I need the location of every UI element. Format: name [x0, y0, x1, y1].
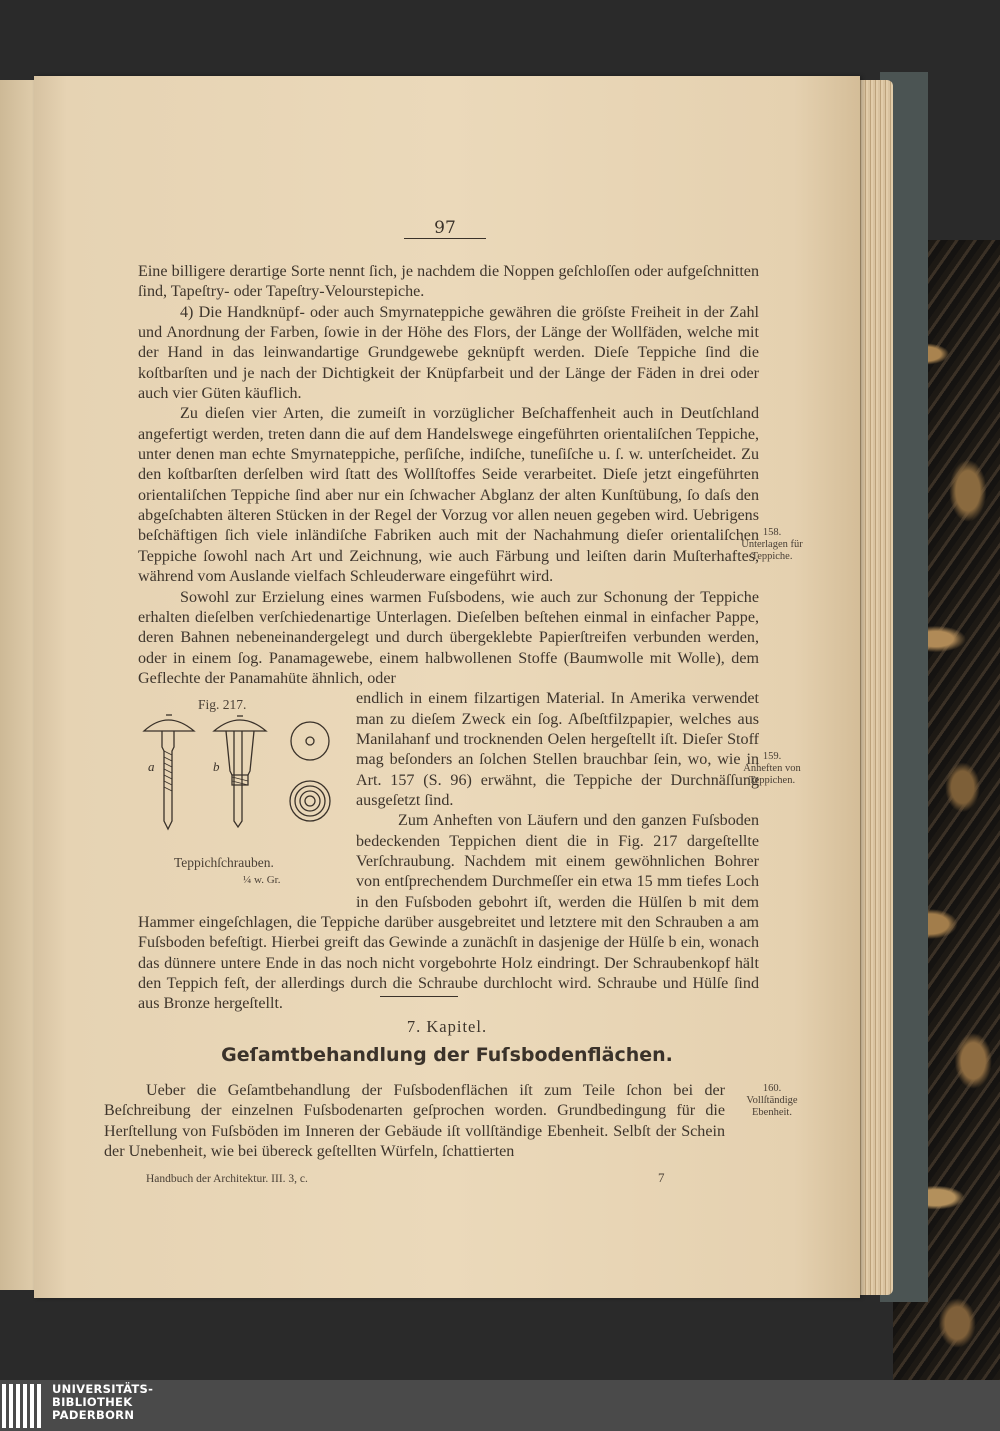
paragraph: Ueber die Geſamtbehandlung der Fuſsbodenflächen iſt zum Teile ſchon bei der Beſchreibung der einzelnen Fuſsbodenarten geſprochen worden. Grundbedingung für die Herſtellung von Fuſsböden im Inneren der Gebäude iſt vollſtändige Ebenheit. Selbſt der Schein der Unebenheit, wie bei übereck geſtellten Würfeln, ſchattierten	[104, 1082, 725, 1161]
paragraph: Zum Anheften von Läufern und den ganzen Fuſsboden bedeckenden Teppichen dient die in Fig. 217 dargeſtellte Verſchraubung. Nachdem mit einem gewöhnlichen Bohrer von entſprechendem Durchmeſſer ein etwa 15 mm tiefes Loch in den Fuſsboden gebohrt iſt, werden die Hülſen b mit dem Hammer eingeſchlagen, die Teppiche darüber ausgebreitet und letztere mit den Schrauben a am Fuſsboden befeſtigt. Hierbei greift das Gewinde a zunächſt in dasjenige der Hülſe b ein, wonach das dünnere untere Ende in das noch nicht vorgebohrte Holz eindringt. Der Schraubenkopf hält den Teppich feſt, der allerdings durch die Schraube durchlocht wird. Schraube und Hülſe ſind aus Bronze hergeſtellt.	[138, 812, 759, 1013]
part-a-label: a	[148, 759, 155, 775]
margin-note	[732, 751, 812, 787]
footer-book-title: Handbuch der Architektur. III. 3, c.	[146, 1173, 308, 1185]
figure-caption: Teppichſchrauben.	[174, 855, 274, 871]
library-name-line: BIBLIOTHEK	[52, 1395, 133, 1409]
margin-note-text: Anheften von Teppichen.	[743, 763, 801, 786]
paragraph: endlich in einem filzartigen Material. In Amerika verwendet man zu dieſem Zweck ein ſog. Aſbeſtfilzpapier, welches aus Manilahanf und trocknenden Oelen hergeſtellt iſt. Dieſer Stoff mag beſonders an ſolchen Stellen brauchbar ſein, wo, wie in Art. 157 (S. 96) erwähnt, die Teppiche der Durchnäſſung ausgeſetzt ſind.	[356, 690, 759, 809]
margin-note-number: 160.	[762, 1083, 782, 1094]
footer-signature: 7	[658, 1170, 665, 1185]
part-b-label: b	[213, 759, 220, 775]
figure-scale: ¼ w. Gr.	[243, 874, 281, 887]
paragraph: Sowohl zur Erzielung eines warmen Fuſsbodens, wie auch zur Schonung der Teppiche erhalten dieſelben verſchiedenartige Unterlagen. Dieſelben beſtehen einmal in einfacher Pappe, deren Bahnen nebeneinandergelegt und durch übergeklebte Papierſtreifen verbunden werden, oder in einem ſog. Panamagewebe, einem halbwollenen Stoffe (Baumwolle mit Wolle), dem Geflechte der Panamahüte ähnlich, oder	[138, 588, 759, 687]
page-number: 97	[404, 218, 486, 239]
figure-label: Fig. 217.	[198, 697, 247, 713]
margin-note-text: Unterlagen für Teppiche.	[741, 539, 803, 562]
chapter-title: Geſamtbehandlung der Fuſsbodenflächen.	[221, 1044, 673, 1066]
chapter-text	[104, 1081, 725, 1162]
margin-note	[732, 1083, 812, 1119]
chapter-number: 7. Kapitel.	[406, 1017, 488, 1036]
screw-illustration	[138, 711, 348, 851]
library-logo-icon	[2, 1384, 48, 1428]
paragraph: Zu dieſen vier Arten, die zumeiſt in vorzüglicher Beſchaffenheit auch in Deutſchland angefertigt werden, treten dann die auf dem Handelswege eingeführten orientaliſchen Teppiche, unter denen man echte Smyrnateppiche, perſiſche, indiſche, tuneſiſche u. ſ. w. unterſcheidet. Zu den koſtbarſten derſelben wird ſtatt des Wollſtoffes Seide verarbeitet. Dieſe jetzt eingeführten orientaliſchen Teppiche ſind aber nur ein ſchwacher Abglanz der alten Kunſtübung, ſo daſs den abgeſchabten älteren Stücken in der Regel der Vorzug vor allen neuen gegeben wird. Uebrigens beſchäftigen ſich viele inländiſche Fabriken auch mit der Nachahmung dieſer orientaliſchen Teppiche ſowohl nach Art und Zeichnung, wie auch Färbung und leiſten darin Muſterhaftes, während vom Auslande vielfach Schleuderware eingeführt wird.	[138, 405, 759, 586]
library-name-line: UNIVERSITÄTS-	[52, 1382, 154, 1396]
main-text	[138, 262, 759, 1015]
margin-note-number: 158.	[762, 527, 782, 538]
paragraph: Eine billigere derartige Sorte nennt ſich, je nachdem die Noppen geſchloſſen oder aufgeſchnitten ſind, Tapeſtry- oder Tapeſtry-Velourstepiche.	[138, 263, 759, 301]
library-banner	[0, 1380, 1000, 1431]
figure-217	[138, 689, 348, 899]
section-rule	[380, 996, 458, 997]
library-name-line: PADERBORN	[52, 1408, 135, 1422]
paragraph: 4) Die Handknüpf- oder auch Smyrnateppiche gewähren die gröſste Freiheit in der Zahl und Anordnung der Farben, ſowie in der Höhe des Flors, der Länge der Wollfäden, welche mit der Hand in das leinwandartige Grundgewebe geknüpft werden. Dieſe Teppiche ſind die koſtbarſten und je nach der Dichtigkeit der Knüpfarbeit und der Länge der Fäden in drei oder auch vier Güten käuflich.	[138, 303, 759, 403]
library-name	[52, 1383, 153, 1422]
margin-note-text: Vollſtändige Ebenheit.	[746, 1095, 798, 1118]
margin-note-number: 159.	[762, 751, 782, 762]
margin-note	[732, 527, 812, 563]
